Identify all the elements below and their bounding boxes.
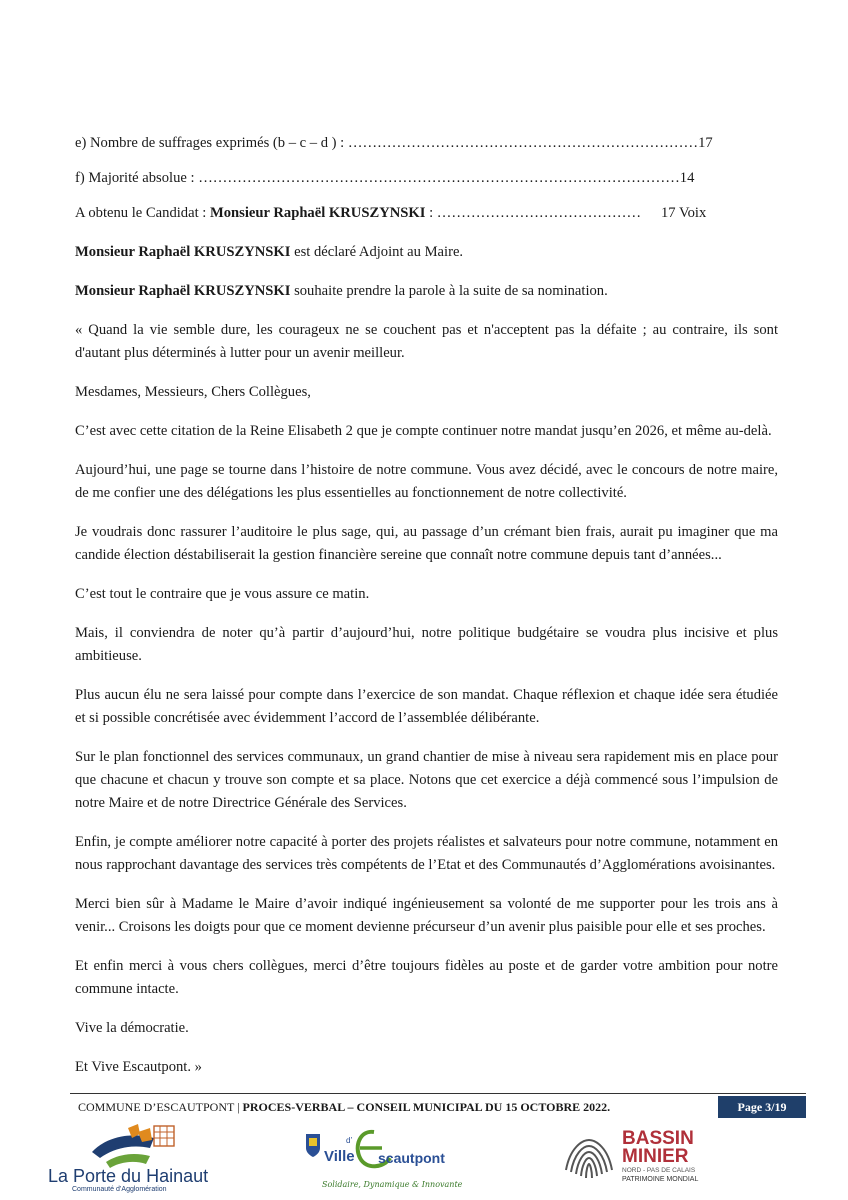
declaration-name: Monsieur Raphaël KRUSZYNSKI	[75, 244, 291, 260]
candidate-prefix: A obtenu le Candidat :	[75, 205, 210, 221]
footer-title	[78, 1100, 610, 1115]
bassin-minier-logo	[560, 1128, 760, 1190]
speech-paragraph: Vive la démocratie.	[75, 1020, 189, 1036]
bassin-word: BASSIN	[622, 1128, 694, 1149]
footer-divider	[70, 1093, 806, 1094]
speech-paragraph: Et enfin merci à vous chers collègues, merci d’être toujours fidèles au poste et de garder votre ambition pour notre commune intacte.	[75, 958, 778, 997]
speech-paragraph: « Quand la vie semble dure, les courageux ne se couchent pas et n'acceptent pas la défaite ; au contraire, ils sont d'autant plus déterminés à lutter pour un avenir meilleur.	[75, 322, 778, 361]
fingerprint-emblem-icon	[560, 1130, 618, 1188]
porte-subtitle: Communauté d’Agglomération	[72, 1186, 167, 1193]
speech-paragraph: Mesdames, Messieurs, Chers Collègues,	[75, 384, 311, 400]
declaration	[75, 241, 778, 264]
speech-paragraph: Je voudrais donc rassurer l’auditoire le plus sage, qui, au passage d’un crémant bien frais, aurait pu imaginer que ma candide élection déstabiliserait la gestion financière sereine que connaît notre commune depuis tant d’années...	[75, 524, 778, 563]
speech-paragraph: C’est tout le contraire que je vous assure ce matin.	[75, 586, 370, 602]
candidate-dots: : ……………………………………	[425, 205, 642, 221]
bassin-region: NORD - PAS DE CALAIS	[622, 1167, 696, 1174]
speech-paragraph: Enfin, je compte améliorer notre capacité à porter des projets réalistes et salvateurs pour notre commune, notamment en nous rapprochant davantage des services très compétents de l’Etat et des Communautés d’Agglomérations avoisinantes.	[75, 834, 778, 873]
vote-line-e: e) Nombre de suffrages exprimés (b – c – d ) : ………………………………………………………………17	[75, 135, 713, 151]
porte-title: La Porte du Hainaut	[48, 1166, 209, 1186]
speech-paragraph: Merci bien sûr à Madame le Maire d’avoir indiqué ingénieusement sa volonté de me supporter pour les trois ans à venir... Croisons les doigts pour que ce moment devienne précurseur d’un avenir plus paisible pour elle et ses proches.	[75, 896, 778, 935]
footer-commune: COMMUNE D’ESCAUTPONT |	[78, 1100, 243, 1114]
bassin-heritage: PATRIMOINE MONDIAL	[622, 1176, 699, 1183]
vote-line-f: f) Majorité absolue : ………………………………………………………………………………………14	[75, 170, 695, 186]
declaration-text: est déclaré Adjoint au Maire.	[290, 244, 464, 260]
speech-paragraph: Sur le plan fonctionnel des services communaux, un grand chantier de mise à niveau sera rapidement mis en place pour que chacune et chacun y trouve son compte et sa place. Notons que cet exercice a déjà commencé sous l’impulsion de notre Maire et de notre Directrice Générale des Services.	[75, 749, 778, 811]
speech-paragraph: Et Vive Escautpont. »	[75, 1059, 202, 1075]
speech-paragraph: Aujourd’hui, une page se tourne dans l’histoire de notre commune. Vous avez décidé, avec le concours de notre maire, de me confier une des délégations les plus essentielles au fonctionnement de notre collectivité.	[75, 462, 778, 501]
document-body	[75, 132, 778, 1079]
porte-du-hainaut-logo	[42, 1122, 232, 1196]
ville-apostrophe: d’	[346, 1136, 353, 1145]
ville-escautpont-logo	[296, 1124, 463, 1194]
candidate-votes: 17 Voix	[661, 205, 707, 221]
speech-paragraph: Plus aucun élu ne sera laissé pour compte dans l’exercice de son mandat. Chaque réflexion et chaque idée sera étudiée et si possible concrétisée avec évidemment l’accord de l’assemblée délibérante.	[75, 687, 778, 726]
footer-pv-title: PROCES-VERBAL – CONSEIL MUNICIPAL DU 15 OCTOBRE 2022.	[242, 1100, 611, 1114]
candidate-result	[75, 202, 778, 225]
ville-slogan: Solidaire, Dynamique & Innovante	[322, 1180, 463, 1189]
porte-du-hainaut-emblem-icon	[42, 1122, 232, 1170]
ville-word: Ville	[324, 1148, 355, 1165]
candidate-name: Monsieur Raphaël KRUSZYNSKI	[209, 205, 426, 221]
ville-name: scautpont	[378, 1150, 445, 1166]
minier-word: MINIER	[622, 1146, 689, 1167]
speech-intro	[75, 280, 778, 303]
speech-intro-text: souhaite prendre la parole à la suite de sa nomination.	[290, 283, 608, 299]
page-number: Page 3/19	[718, 1096, 806, 1118]
speech-paragraph: C’est avec cette citation de la Reine Elisabeth 2 que je compte continuer notre mandat jusqu’en 2026, et même au-delà.	[75, 423, 772, 439]
speech-paragraph: Mais, il conviendra de noter qu’à partir d’aujourd’hui, notre politique budgétaire se voudra plus incisive et plus ambitieuse.	[75, 625, 778, 664]
speech-intro-name: Monsieur Raphaël KRUSZYNSKI	[75, 283, 291, 299]
